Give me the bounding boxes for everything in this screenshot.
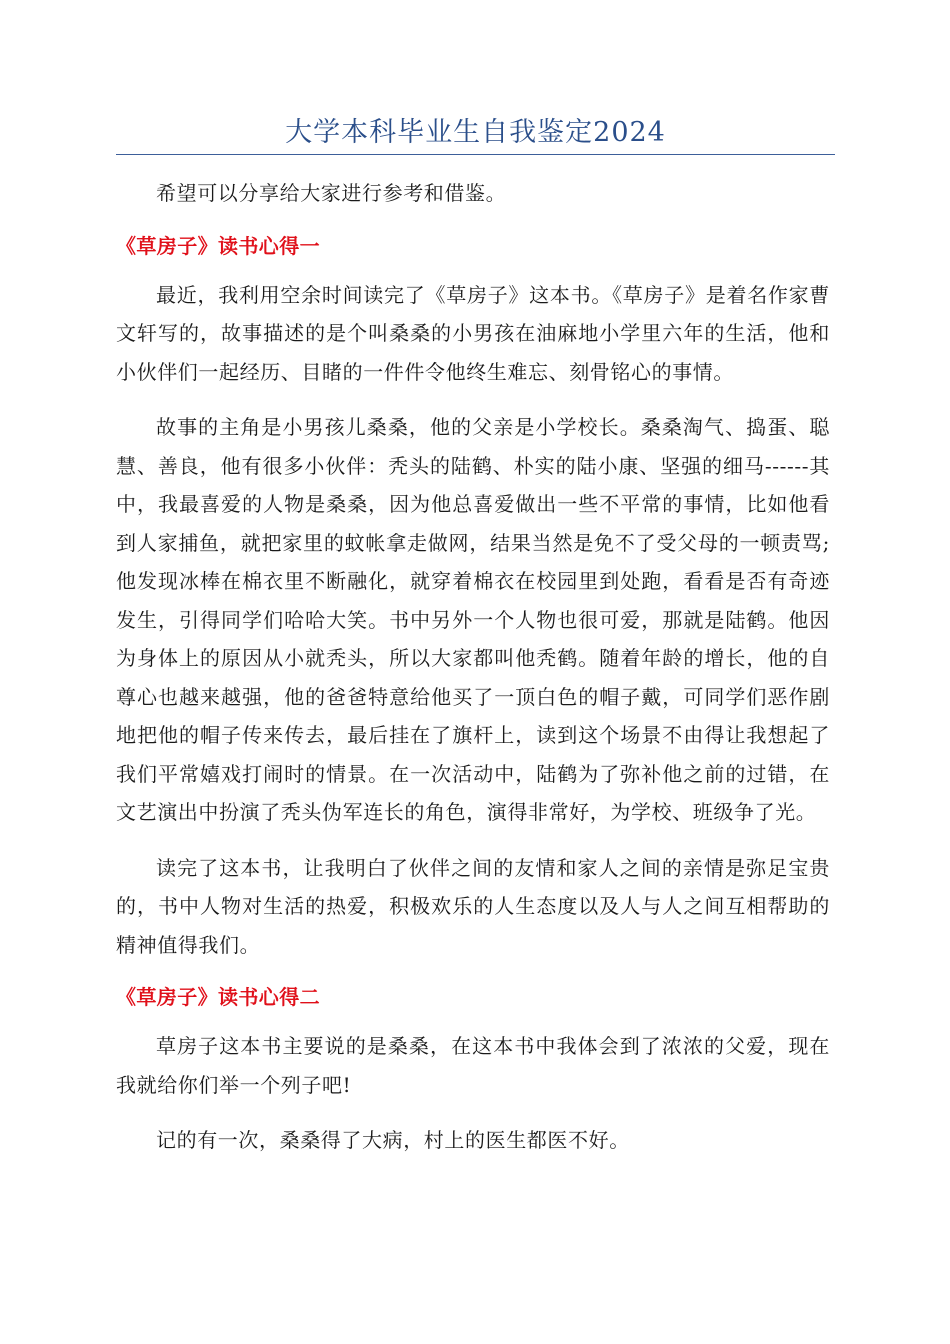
section-1-paragraph-2: 故事的主角是小男孩儿桑桑，他的父亲是小学校长。桑桑淘气、捣蛋、聪慧、善良，他有很多小伙伴：秃头的陆鹤、朴实的陆小康、坚强的细马------其中，我最喜爱的人物是桑桑，因为他总喜爱做出一些不平常的事情，比如他看到人家捕鱼，就把家里的蚊帐拿走做网，结果当然是免不了受父母的一顿责骂;他发现冰棒在棉衣里不断融化，就穿着棉衣在校园里到处跑，看看是否有奇迹发生，引得同学们哈哈大笑。书中另外一个人物也很可爱，那就是陆鹤。他因为身体上的原因从小就秃头，所以大家都叫他秃鹤。随着年龄的增长，他的自尊心也越来越强，他的爸爸特意给他买了一顶白色的帽子戴，可同学们恶作剧地把他的帽子传来传去，最后挂在了旗杆上，读到这个场景不由得让我想起了我们平常嬉戏打闹时的情景。在一次活动中，陆鹤为了弥补他之前的过错，在文艺演出中扮演了秃头伪军连长的角色，演得非常好，为学校、班级争了光。 [116, 415, 830, 824]
section-heading-1: 《草房子》读书心得一 [116, 233, 320, 258]
section-1-paragraph-1: 最近，我利用空余时间读完了《草房子》这本书。《草房子》是着名作家曹文轩写的，故事描述的是个叫桑桑的小男孩在油麻地小学里六年的生活，他和小伙伴们一起经历、目睹的一件件令他终生难忘、刻骨铭心的事情。 [116, 282, 830, 384]
title-underline [116, 154, 835, 155]
section-heading-2: 《草房子》读书心得二 [116, 985, 320, 1009]
document-title: 大学本科毕业生自我鉴定2024 [285, 117, 666, 148]
section-1-paragraph-3: 读完了这本书，让我明白了伙伴之间的友情和家人之间的亲情是弥足宝贵的，书中人物对生活的热爱，积极欢乐的人生态度以及人与人之间互相帮助的精神值得我们。 [116, 855, 830, 957]
section-2-paragraph-2: 记的有一次，桑桑得了大病，村上的医生都医不好。 [156, 1128, 630, 1152]
intro-paragraph: 希望可以分享给大家进行参考和借鉴。 [156, 181, 507, 205]
section-2-paragraph-1: 草房子这本书主要说的是桑桑，在这本书中我体会到了浓浓的父爱，现在我就给你们举一个列子吧! [116, 1034, 830, 1097]
document-body [116, 174, 830, 1177]
